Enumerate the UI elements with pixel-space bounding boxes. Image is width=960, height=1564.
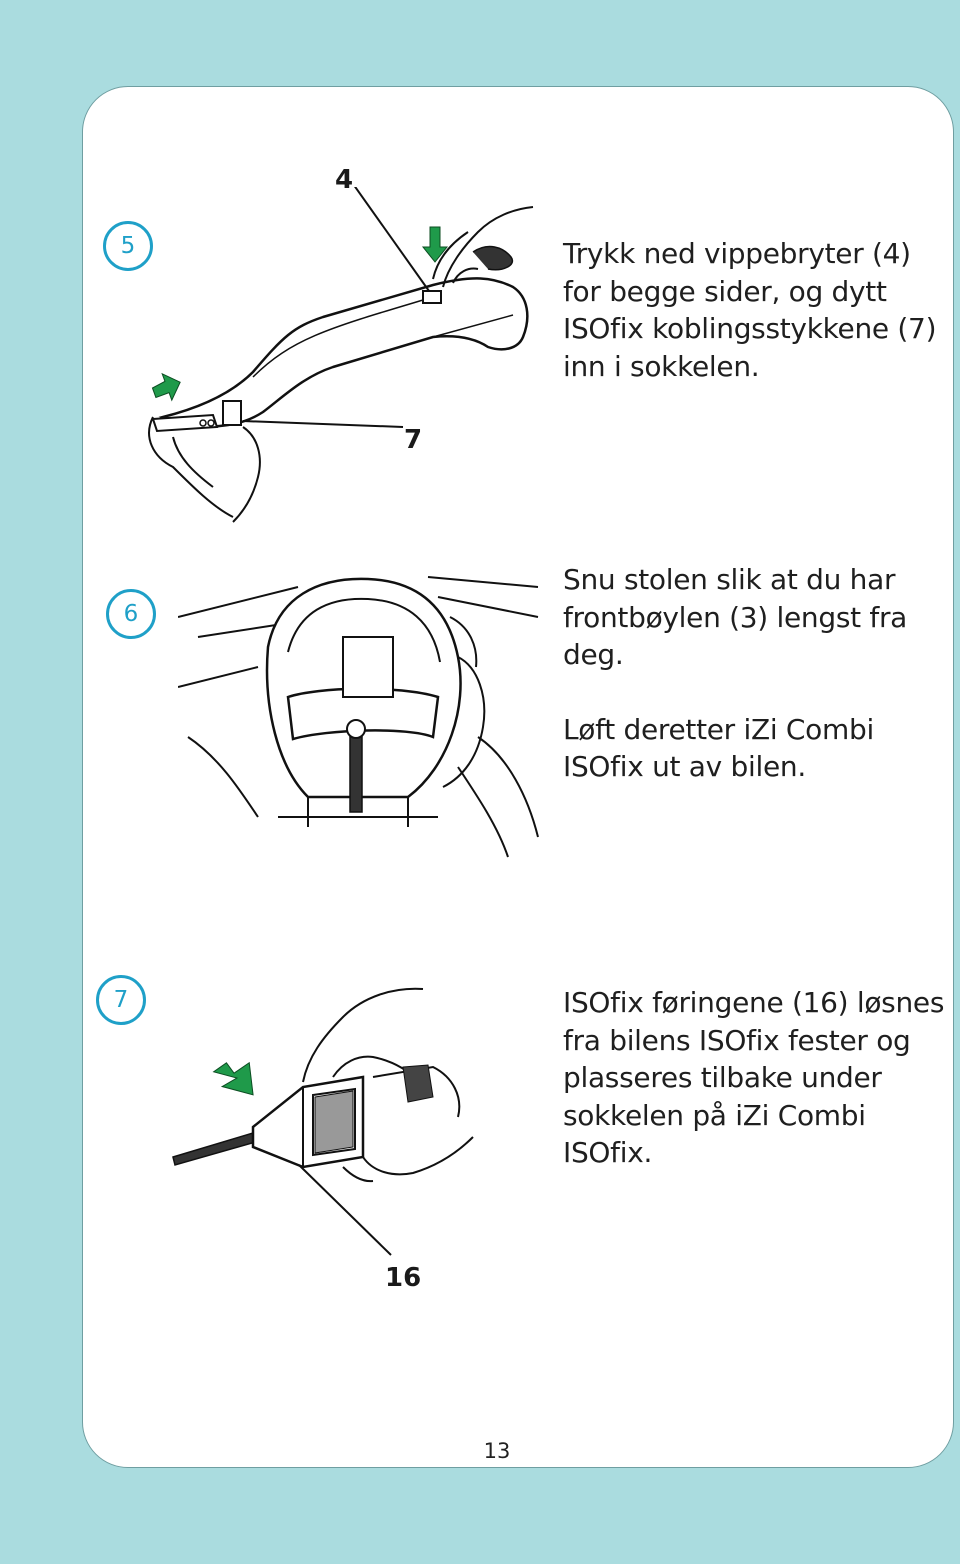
- page-number: 13: [483, 1439, 511, 1463]
- step-7-text: [563, 984, 951, 1172]
- callout-16: 16: [385, 1263, 422, 1293]
- callout-7: 7: [404, 425, 423, 455]
- step-7-badge: 7: [96, 975, 146, 1025]
- step-6-badge: 6: [106, 589, 156, 639]
- step-7-paragraph-1: ISOfix føringene (16) løsnes fra bilens ISOfix fester og plasseres tilbake under sokkelen på iZi Combi ISOfix.: [563, 986, 945, 1169]
- step-6-text: [563, 561, 951, 786]
- step-6-paragraph-2: Løft deretter iZi Combi ISOfix ut av bilen.: [563, 712, 874, 783]
- step-7-illustration: [163, 977, 543, 1277]
- callout-4: 4: [335, 165, 354, 195]
- step-5-paragraph-1: Trykk ned vippebryter (4) for begge sider, og dytt ISOfix koblingsstykkene (7) inn i sokkelen.: [563, 237, 937, 383]
- step-5-text: [563, 235, 951, 385]
- manual-page: [82, 86, 954, 1468]
- step-5-illustration: [133, 187, 553, 527]
- step-6-illustration: [178, 557, 548, 867]
- step-6-paragraph-1: Snu stolen slik at du har frontbøylen (3) lengst fra deg.: [563, 563, 908, 671]
- step-5-badge: 5: [103, 221, 153, 271]
